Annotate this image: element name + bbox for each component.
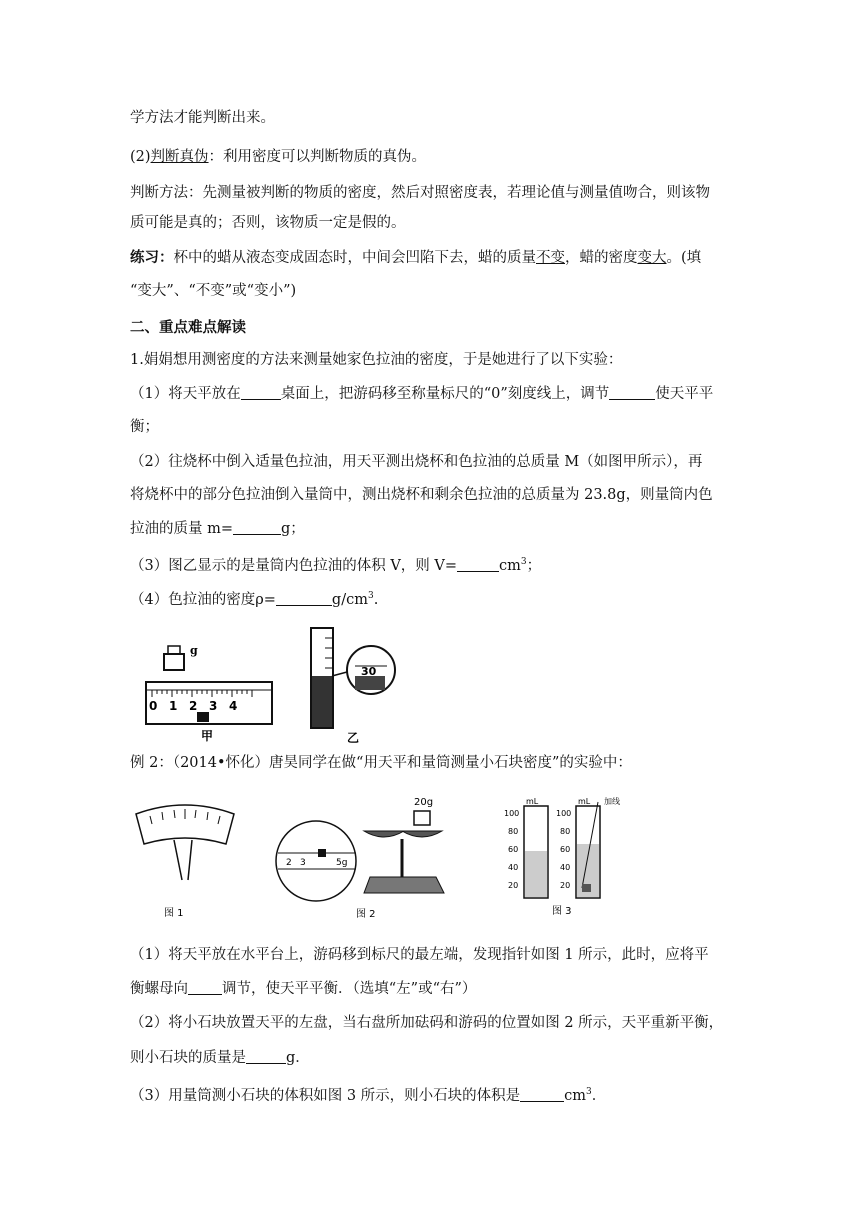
question-text: ；	[526, 557, 542, 574]
question-text: （1）将天平放在	[130, 386, 241, 402]
scale-tick-5g: 5g	[336, 858, 348, 868]
answer-underlined: 变大	[637, 250, 667, 266]
paragraph-text: “变大”、“不变”或“变小”)	[130, 283, 297, 299]
weight-label: g	[190, 644, 198, 657]
mark-100-left: 100	[504, 809, 520, 818]
text-line	[130, 485, 713, 505]
question-text: cm	[499, 557, 521, 574]
figure-1-pointer-graphic	[130, 800, 240, 922]
figure-1-caption: 图 1	[164, 908, 184, 919]
item-number: (2)	[130, 149, 151, 165]
mark-80-right: 80	[560, 827, 571, 836]
answer-blank	[609, 385, 655, 400]
text-line	[130, 519, 305, 539]
question-text: （1）将天平放在水平台上，游码移到标尺的最左端，发现指针如图 1 所示，此时，应将平	[130, 947, 709, 963]
figure-2-balance	[274, 793, 454, 923]
paragraph-text: 杯中的蜡从液态变成固态时，中间会凹陷下去，蜡的质量	[173, 250, 536, 266]
question-text: （3）图乙显示的是量筒内色拉油的体积 V，则 V=	[130, 557, 458, 574]
figure-balance-scale-graphic	[140, 634, 280, 744]
exercise-label: 练习：	[130, 249, 174, 266]
answer-blank	[188, 980, 222, 995]
question-text: 则小石块的质量是	[130, 1050, 246, 1066]
text-line	[130, 1048, 310, 1068]
answer-underlined: 不变	[536, 250, 565, 266]
question-text: g．	[286, 1050, 310, 1066]
text-line	[130, 213, 406, 233]
answer-blank	[457, 557, 499, 572]
answer-blank	[276, 591, 332, 606]
text-line	[130, 1013, 723, 1033]
unit-ml-left: mL	[526, 797, 539, 806]
scale-tick-1: 1	[169, 699, 178, 713]
mark-100-right: 100	[556, 809, 572, 818]
mark-40-right: 40	[560, 863, 571, 872]
text-line	[130, 417, 159, 437]
scale-tick-2: 2	[286, 858, 292, 868]
question-text: 调节，使天平平衡．（选填“左”或“右”）	[222, 981, 477, 997]
example-text: 例 2：（2014•怀化）唐昊同学在做“用天平和量筒测量小石块密度”的实验中：	[130, 755, 632, 771]
figure-balance-scale	[140, 634, 280, 744]
mark-20-left: 20	[508, 881, 519, 890]
section-title-text: 二、重点难点解读	[130, 319, 246, 336]
question-text: 拉油的质量 m=	[130, 521, 234, 537]
figure-label-jia: 甲	[201, 729, 214, 743]
question-text: g；	[281, 521, 305, 537]
text-line	[130, 945, 709, 965]
thread-note: 加线	[604, 797, 620, 806]
figure-3-caption: 图 3	[552, 906, 572, 917]
question-text: 1.娟娟想用测密度的方法来测量她家色拉油的密度，于是她进行了以下实验：	[130, 352, 623, 368]
paragraph-text: ，蜡的密度	[565, 250, 638, 266]
text-line	[130, 147, 426, 167]
answer-blank	[241, 385, 281, 400]
answer-blank	[520, 1087, 564, 1102]
weight-20g: 20g	[414, 797, 434, 808]
answer-blank	[233, 520, 281, 535]
text-line: （3）用量筒测小石块的体积如图 3 所示，则小石块的体积是 $cm^3$．	[130, 1087, 607, 1104]
figure-2-caption: 图 2	[356, 909, 376, 920]
text-line	[130, 248, 701, 268]
figure-label-yi: 乙	[347, 731, 360, 745]
text-line: （4）色拉油的密度$\rho= g/cm^3$.	[130, 591, 379, 608]
scale-tick-0: 0	[149, 699, 158, 713]
mark-60-right: 60	[560, 845, 571, 854]
question-text: .	[373, 591, 379, 608]
figure-measuring-cylinder	[295, 622, 415, 748]
unit-ml-right: mL	[578, 797, 591, 806]
cylinder-reading: 30	[361, 665, 377, 678]
figure-1-pointer	[130, 800, 240, 922]
scale-tick-3: 3	[209, 699, 218, 713]
text-line	[130, 384, 713, 404]
mark-80-left: 80	[508, 827, 519, 836]
question-text: 使天平平	[655, 386, 714, 402]
answer-blank	[246, 1049, 286, 1064]
question-text: g/cm	[331, 591, 368, 608]
text-line: （3）图乙显示的是量筒内色拉油的体积 V，则 $V= cm^3$；	[130, 557, 542, 574]
question-text: 衡；	[130, 419, 159, 435]
section-title	[130, 318, 246, 338]
question-text: 衡螺母向	[130, 981, 188, 997]
mark-20-right: 20	[560, 881, 571, 890]
figure-measuring-cylinder-graphic	[295, 622, 415, 748]
scale-tick-2: 2	[189, 699, 198, 713]
paragraph-text: 学方法才能判断出来。	[130, 110, 275, 126]
paragraph-text: 质可能是真的；否则，该物质一定是假的。	[130, 215, 406, 231]
mark-40-left: 40	[508, 863, 519, 872]
question-text: cm	[564, 1087, 587, 1104]
paragraph-text: 判断方法：先测量被判断的物质的密度，然后对照密度表，若理论值与测量值吻合，则该物	[130, 185, 710, 201]
scale-tick-4: 4	[229, 699, 238, 713]
text-line	[130, 753, 632, 773]
paragraph-text: 。(填	[666, 250, 702, 266]
text-line	[130, 183, 710, 203]
text-line	[130, 979, 476, 999]
scale-tick-3: 3	[300, 858, 306, 868]
figure-3-cylinders-graphic	[500, 796, 630, 920]
question-text: 桌面上，把游码移至称量标尺的“0”刻度线上，调节	[280, 386, 610, 402]
text-line	[130, 452, 702, 472]
question-text: 将烧杯中的部分色拉油倒入量筒中，测出烧杯和剩余色拉油的总质量为 23.8g，则量筒内色	[130, 487, 713, 503]
figure-2-balance-graphic	[274, 793, 454, 923]
question-text: （3）用量筒测小石块的体积如图 3 所示，则小石块的体积是	[130, 1087, 521, 1104]
text-line	[130, 281, 296, 301]
mark-60-left: 60	[508, 845, 519, 854]
text-line	[130, 108, 275, 128]
question-text: ．	[591, 1087, 607, 1104]
question-text: （2）往烧杯中倒入适量色拉油，用天平测出烧杯和色拉油的总质量 M（如图甲所示），再	[130, 454, 703, 470]
text-line	[130, 350, 622, 370]
paragraph-text: ：利用密度可以判断物质的真伪。	[208, 149, 427, 165]
term-underlined: 判断真伪	[150, 149, 209, 165]
question-text: （4）色拉油的密度ρ=	[130, 591, 276, 608]
question-text: （2）将小石块放置天平的左盘，当右盘所加砝码和游码的位置如图 2 所示，天平重新平衡，	[130, 1015, 724, 1031]
figure-3-cylinders	[500, 796, 630, 920]
